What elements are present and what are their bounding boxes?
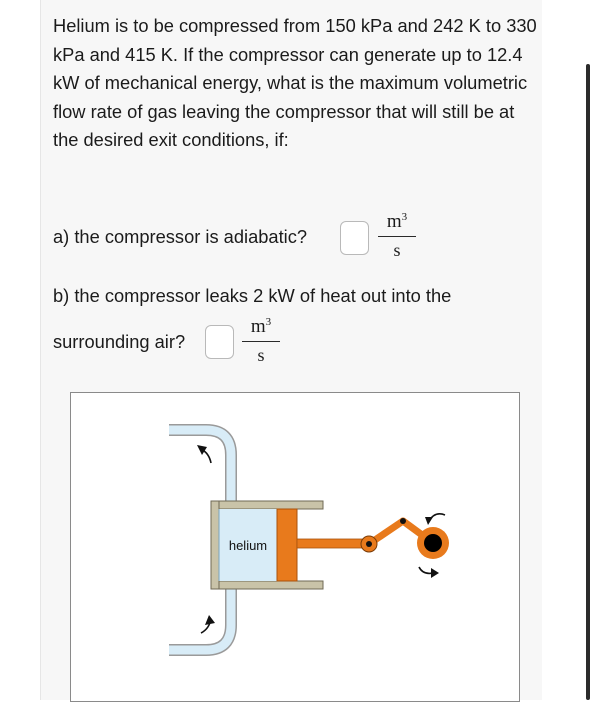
inlet-pipe xyxy=(169,430,231,505)
part-b-label-line1: b) the compressor leaks 2 kW of heat out into the xyxy=(53,285,452,306)
part-a-unit-exponent: 3 xyxy=(401,211,408,223)
outlet-pipe xyxy=(169,585,231,650)
rotation-arrow-bottom xyxy=(419,567,433,573)
piston xyxy=(277,509,297,581)
piston-rod xyxy=(297,539,369,548)
compressor-diagram xyxy=(71,393,521,703)
part-a-label: a) the compressor is adiabatic? xyxy=(53,226,308,247)
cylinder-bottom-wall xyxy=(211,581,323,589)
part-a-answer-input[interactable] xyxy=(340,221,369,255)
part-b-unit xyxy=(242,312,280,365)
cylinder-head xyxy=(211,501,219,589)
part-b-label-line2: surrounding air? xyxy=(53,331,186,352)
cylinder-top-wall xyxy=(211,501,323,509)
scrollbar[interactable] xyxy=(586,64,590,700)
part-b-unit-denominator: s xyxy=(257,345,265,365)
fraction-bar xyxy=(242,341,280,342)
part-b-answer-input[interactable] xyxy=(205,325,234,359)
crank-pin xyxy=(400,518,406,524)
fraction-bar xyxy=(378,236,416,237)
part-b-unit-exponent: 3 xyxy=(265,316,272,328)
part-a-unit xyxy=(378,207,416,260)
compressor-figure xyxy=(70,392,520,702)
part-a-unit-denominator: s xyxy=(393,240,401,260)
cylinder-label: helium xyxy=(228,538,268,553)
question-text: Helium is to be compressed from 150 kPa and 242 K to 330 kPa and 415 K. If the compressor can generate up to 12.4 kW of mechanical energy, what is the maximum volumetric flow rate of gas leaving the compressor that will still be at the desired exit conditions, if: xyxy=(53,15,537,151)
part-b-unit-numerator: m xyxy=(250,316,266,337)
part-a-unit-numerator: m xyxy=(386,211,402,232)
